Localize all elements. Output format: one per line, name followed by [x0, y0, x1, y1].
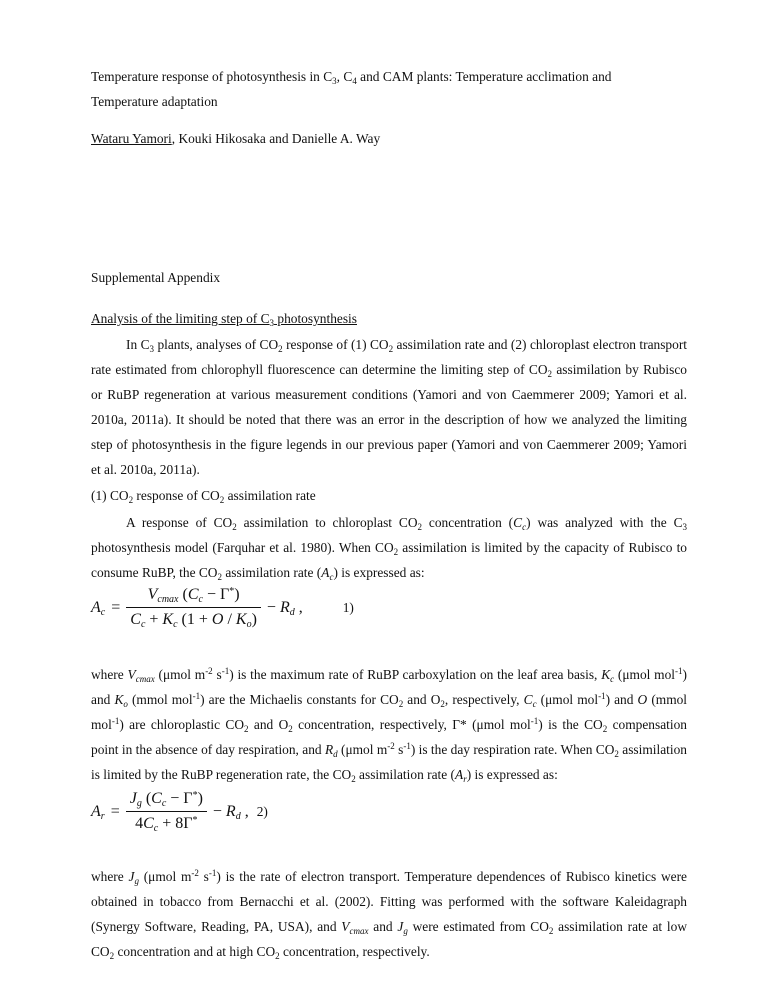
variables-paragraph: where $V_{cmax}$ (μmol $m^{-2}$ $s^{-1}$) is the maximum rate of RuBP carboxylation on the leaf area basis, $K_c$ (μmol mol$^{-1}$) and $K_o$ (mmol mol$^{-1}$) are the Michaelis constants for $CO_2$ and $O_2$, respectively, $C_c$ (μmol mol$^{-1}$) and O (mmol mol$^{-1}$) are chloroplastic $CO_2$ and $O_2$ concentration, respectively, Γ* (μmol mol$^{-1}$) is the $CO_2$ compensation point in the absence of day respiration, and $R_d$ (μmol $m^{-2}$ $s^{-1}$) is the day respiration rate. When $CO_2$ assimilation is limited by the RuBP regeneration rate, the $CO_2$ assimilation rate $(A_r)$ is expressed as:: [91, 666, 688, 784]
document-title: Temperature response of photosynthesis in $C_3$, $C_4$ and CAM plants: Temperature acclimation and Temperature adaptation: [91, 69, 612, 109]
equation-2-number: 2): [256, 803, 268, 819]
electron-transport-paragraph: where $J_g$ (μmol $m^{-2}$ $s^{-1}$) is the rate of electron transport. Temperature dependences of Rubisco kinetics were obtained in tobacco from Bernacchi et al. (2002). Fitting was performed with the software Kaleidagraph (Synergy Software, Reading, PA, USA), and $V_{cmax}$ and $J_g$ were estimated from $CO_2$ assimilation rate at low $CO_2$ concentration and at high $CO_2$ concentration, respectively.: [91, 868, 687, 961]
model-paragraph: A response of $CO_2$ assimilation to chloroplast $CO_2$ concentration $(C_c)$ was analyzed with the $C_3$ photosynthesis model (Farquhar et al. 1980). When $CO_2$ assimilation is limited by the capacity of Rubisco to consume RuBP, the $CO_2$ assimilation rate $(A_c)$ is expressed as:: [91, 515, 688, 582]
equation-1: $A_c$ = $\frac{V_{cmax} (C_c - \Gamma^*)}{C_c + K_c (1 + O / K_o)}$ − $R_d$ , 1): [91, 586, 354, 630]
subsection-heading: (1) $CO_2$ response of $CO_2$ assimilation rate: [91, 488, 316, 505]
equation-1-number: 1): [342, 599, 354, 615]
appendix-heading: Supplemental Appendix: [91, 270, 221, 285]
author-names: , Kouki Hikosaka and Danielle A. Way: [171, 131, 381, 146]
section-heading: Analysis of the limiting step of $C_3$ photosynthesis: [91, 311, 357, 328]
intro-paragraph: In $C_3$ plants, analyses of $CO_2$ response of (1) $CO_2$ assimilation rate and (2) chloroplast electron transport rate estimated from chlorophyll fluorescence can determine the limiting step of $CO_2$ assimilation by Rubisco or RuBP regeneration at various measurement conditions (Yamori and von Caemmerer 2009; Yamori et al. 2010a, 2011a). It should be noted that there was an error in the description of how we analyzed the limiting step of photosynthesis in the figure legends in our previous paper (Yamori and von Caemmerer 2009; Yamori et al. 2010a, 2011a).: [91, 337, 688, 477]
author-link[interactable]: Wataru Yamori: [91, 131, 172, 146]
equation-2: $A_r$ = $\frac{J_g (C_c - \Gamma^*)}{4C_c + 8\Gamma^*}$ − $R_d$ , 2): [91, 790, 268, 834]
author-list: [91, 126, 687, 151]
